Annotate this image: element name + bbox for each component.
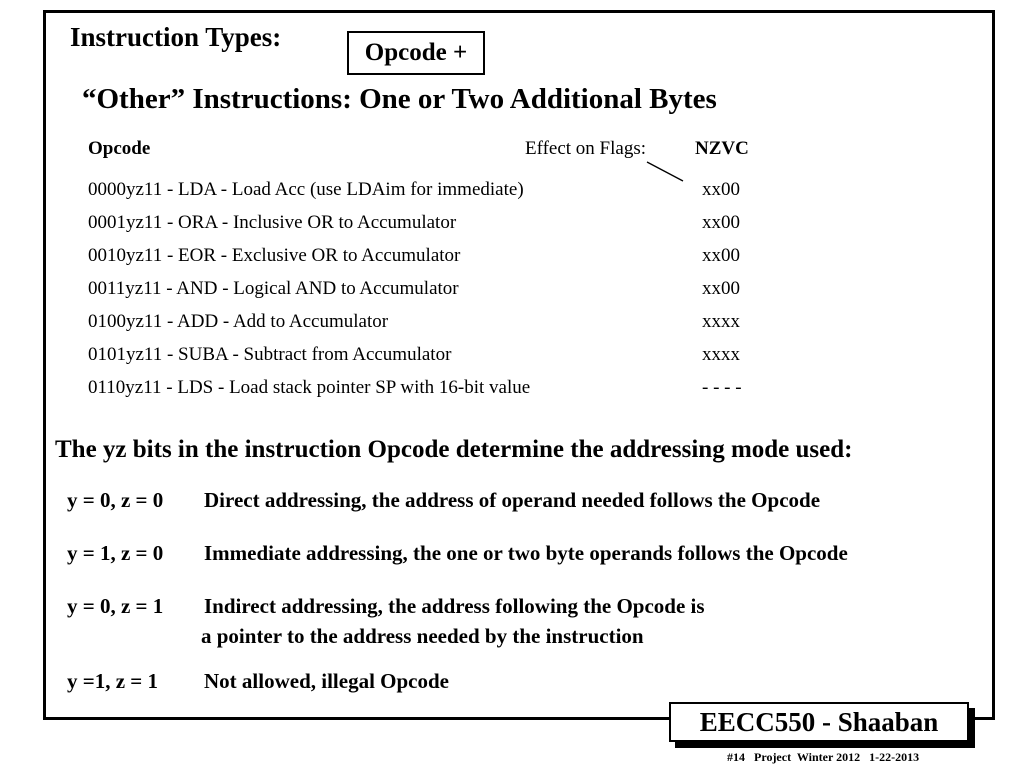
- column-header-effect: Effect on Flags:: [525, 138, 647, 159]
- mode-condition: y =1, z = 1: [67, 669, 159, 693]
- instruction-row: 0101yz11 - SUBA - Subtract from Accumulator: [88, 344, 452, 365]
- addressing-mode: [67, 488, 820, 513]
- instruction-flags: xx00: [702, 212, 740, 233]
- mode-description: Direct addressing, the address of operand needed follows the Opcode: [204, 488, 821, 512]
- column-header-flags: NZVC: [695, 138, 749, 159]
- mode-condition: y = 0, z = 1: [67, 594, 164, 618]
- instruction-flags: xx00: [702, 278, 740, 299]
- instruction-row: 0000yz11 - LDA - Load Acc (use LDAim for immediate): [88, 179, 524, 200]
- instruction-row: 0100yz11 - ADD - Add to Accumulator: [88, 311, 389, 332]
- slide-subtitle: “Other” Instructions: One or Two Additional Bytes: [82, 83, 717, 115]
- instruction-row: 0001yz11 - ORA - Inclusive OR to Accumulator: [88, 212, 457, 233]
- slide-title: Instruction Types:: [70, 22, 282, 52]
- instruction-flags: - - - -: [702, 377, 742, 398]
- instruction-row: 0010yz11 - EOR - Exclusive OR to Accumulator: [88, 245, 461, 266]
- instruction-flags: xxxx: [702, 311, 740, 332]
- mode-condition: y = 1, z = 0: [67, 541, 164, 565]
- mode-description: Not allowed, illegal Opcode: [204, 669, 449, 693]
- instruction-flags: xx00: [702, 245, 740, 266]
- instruction-flags: xxxx: [702, 344, 740, 365]
- slide-footer: #14 Project Winter 2012 1-22-2013: [727, 750, 920, 764]
- instruction-flags: xx00: [702, 179, 740, 200]
- addressing-mode: [67, 594, 705, 619]
- pointer-line-icon: [645, 160, 685, 184]
- mode-description: Indirect addressing, the address following the Opcode is: [204, 594, 705, 618]
- addressing-mode: [67, 669, 449, 694]
- yz-bits-heading: The yz bits in the instruction Opcode determine the addressing mode used:: [55, 436, 853, 463]
- mode-description: Immediate addressing, the one or two byte operands follows the Opcode: [204, 541, 848, 565]
- mode-condition: y = 0, z = 0: [67, 488, 164, 512]
- mode-description-continued: a pointer to the address needed by the instruction: [201, 624, 644, 648]
- column-header-opcode: Opcode: [88, 138, 151, 159]
- instruction-row: 0011yz11 - AND - Logical AND to Accumulator: [88, 278, 459, 299]
- course-badge: EECC550 - Shaaban: [669, 702, 969, 742]
- opcode-plus-box: Opcode +: [347, 31, 485, 75]
- instruction-row: 0110yz11 - LDS - Load stack pointer SP with 16-bit value: [88, 377, 531, 398]
- addressing-mode: [67, 541, 848, 566]
